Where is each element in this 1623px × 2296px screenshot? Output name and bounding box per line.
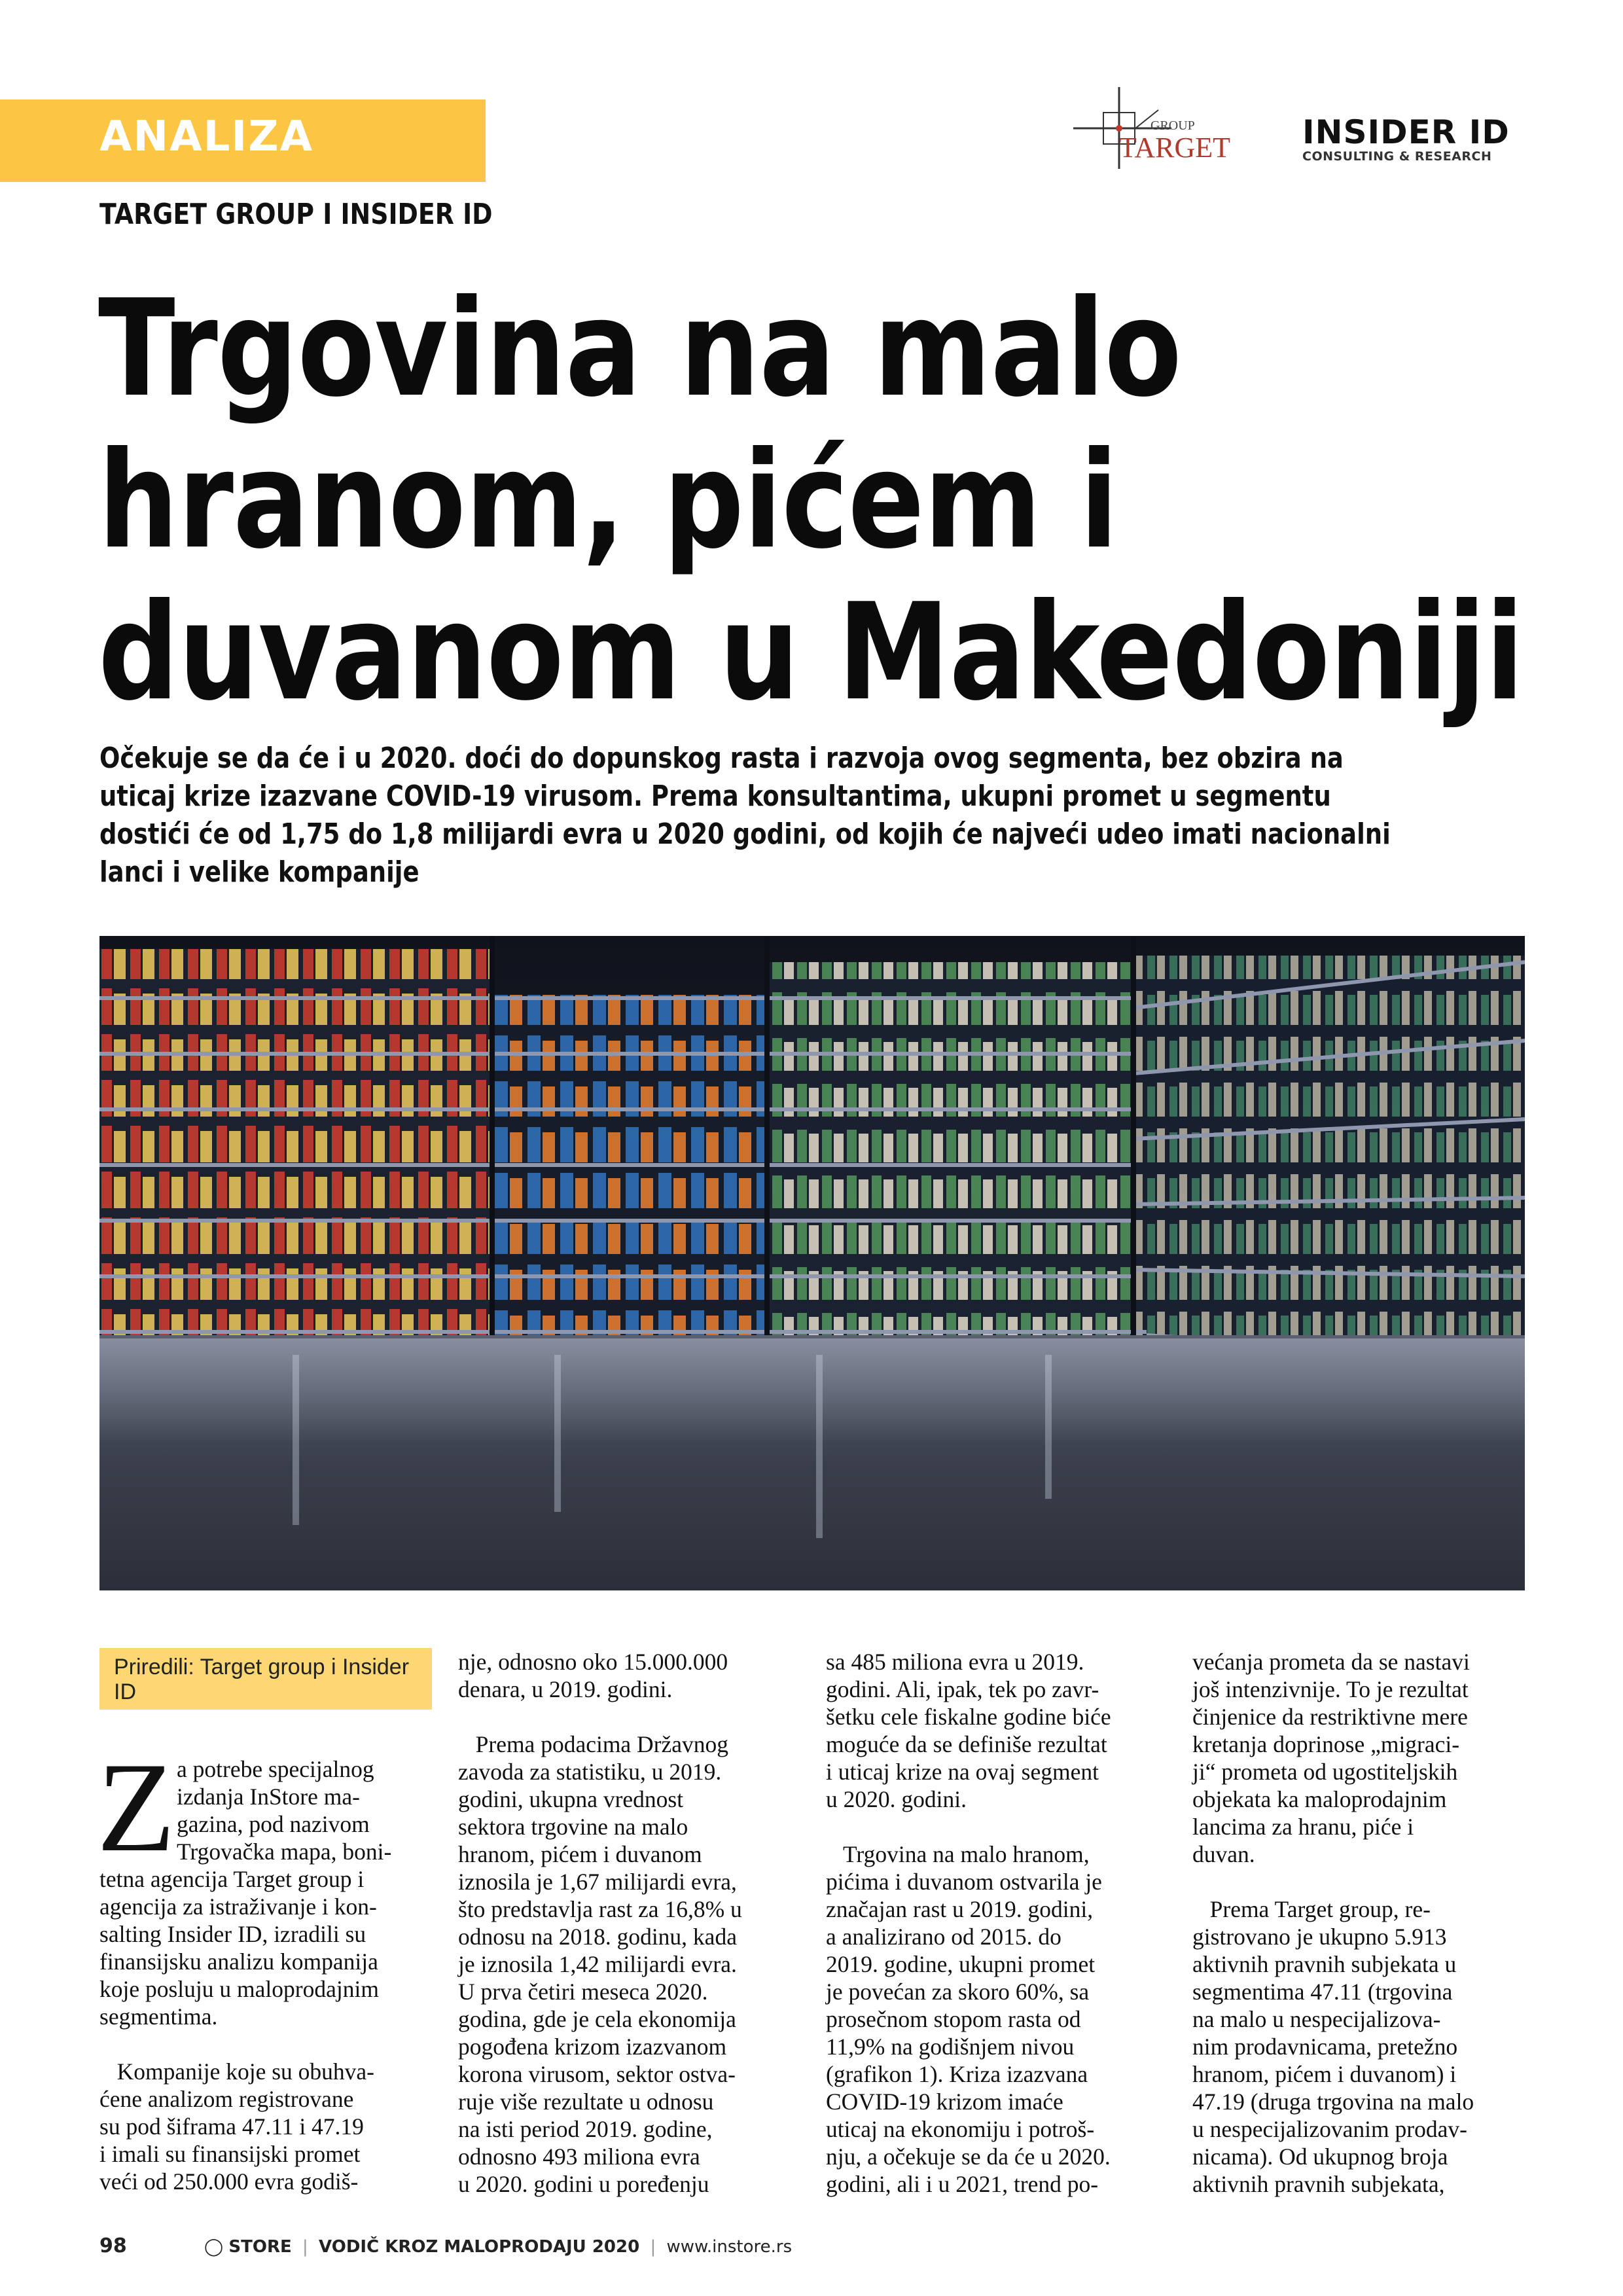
text-line: 11,9% na godišnjem nivou xyxy=(826,2034,1075,2060)
text-line: ćene analizom registrovane xyxy=(99,2086,354,2112)
target-group-big-text: TARGET xyxy=(1119,132,1231,164)
text-line: odnosno 493 miliona evra xyxy=(458,2144,700,2170)
text-line: a potrebe specijalnog xyxy=(177,1756,374,1782)
text-line xyxy=(826,1813,1111,1840)
credit-text: Priredili: Target group i Insider ID xyxy=(114,1655,410,1704)
text-line: još intenzivnije. To je rezultat xyxy=(1192,1676,1469,1702)
footer-separator: | xyxy=(302,2237,308,2257)
text-line: korona virusom, sektor ostva- xyxy=(458,2061,736,2087)
text-line: pićima i duvanom ostvarila je xyxy=(826,1869,1102,1895)
lead-line: lanci i velike kompanije xyxy=(99,855,419,889)
text-line: 47.19 (druga trgovina na malo xyxy=(1192,2089,1474,2115)
text-line: u 2020. godini. xyxy=(826,1786,967,1812)
lead-line: uticaj krize izazvane COVID-19 virusom. Prema konsultantima, ukupni promet u segmentu xyxy=(99,780,1331,813)
text-line: moguće da se definiše rezultat xyxy=(826,1731,1107,1757)
text-line: sa 485 miliona evra u 2019. xyxy=(826,1649,1084,1675)
text-line: godini. Ali, ipak, tek po zavr- xyxy=(826,1676,1099,1702)
instore-logo-icon: ◯ xyxy=(204,2237,224,2257)
text-line: 2019. godine, ukupni promet xyxy=(826,1951,1096,1977)
text-line: agencija za istraživanje i kon- xyxy=(99,1893,377,1920)
text-line: gistrovano je ukupno 5.913 xyxy=(1192,1924,1447,1950)
text-line xyxy=(99,2030,391,2058)
footer-url[interactable]: www.instore.rs xyxy=(666,2237,793,2257)
text-line: COVID-19 krizom imaće xyxy=(826,2089,1063,2115)
insider-id-logo xyxy=(1302,115,1525,168)
text-line: nju, a očekuje se da će u 2020. xyxy=(826,2144,1111,2170)
article-column-1 xyxy=(99,1755,391,2195)
target-group-logo xyxy=(1073,84,1250,175)
text-line: gazina, pod nazivom xyxy=(177,1811,370,1837)
article-lead xyxy=(99,740,1446,891)
text-line: veći od 250.000 evra godiš- xyxy=(99,2168,359,2195)
article-headline xyxy=(98,272,1524,730)
lead-line: dostići će od 1,75 do 1,8 milijardi evra u 2020 godini, od kojih će najveći udeo imati nacionalni xyxy=(99,817,1391,851)
text-line: značajan rast u 2019. godini, xyxy=(826,1896,1094,1922)
text-line: (grafikon 1). Kriza izazvana xyxy=(826,2061,1088,2087)
supermarket-aisle-illustration xyxy=(99,936,1525,1590)
text-line: Prema podacima Državnog xyxy=(458,1731,729,1757)
text-line: Kompanije koje su obuhva- xyxy=(99,2058,375,2085)
page-number: 98 xyxy=(99,2234,127,2257)
text-line: nje, odnosno oko 15.000.000 xyxy=(458,1649,728,1675)
text-line: tetna agencija Target group i xyxy=(99,1866,365,1892)
text-line: a analizirano od 2015. do xyxy=(826,1924,1061,1950)
text-line xyxy=(458,1703,742,1731)
text-line: je povećan za skoro 60%, sa xyxy=(826,1979,1090,2005)
text-line: salting Insider ID, izradili su xyxy=(99,1921,366,1947)
text-line xyxy=(1192,1868,1474,1895)
article-column-2 xyxy=(458,1648,742,2198)
text-line: hranom, pićem i duvanom xyxy=(458,1841,702,1867)
headline-line: Trgovina na malo xyxy=(98,272,1181,427)
text-line: godini, ukupna vrednost xyxy=(458,1786,684,1812)
target-group-logo-mark xyxy=(1073,84,1250,175)
text-line: na malo u nespecijalizova- xyxy=(1192,2006,1441,2032)
article-kicker: TARGET GROUP I INSIDER ID xyxy=(99,198,493,231)
text-line: činjenice da restriktivne mere xyxy=(1192,1704,1468,1730)
text-line: segmentima 47.11 (trgovina xyxy=(1192,1979,1453,2005)
article-column-4 xyxy=(1192,1648,1474,2198)
text-line: u nespecijalizovanim prodav- xyxy=(1192,2116,1467,2142)
text-line: i imali su finansijski promet xyxy=(99,2141,361,2167)
text-line: U prva četiri meseca 2020. xyxy=(458,1979,708,2005)
text-line: prosečnom stopom rasta od xyxy=(826,2006,1081,2032)
headline-line: hranom, pićem i xyxy=(98,423,1118,579)
footer-guide-title: VODIČ KROZ MALOPRODAJU 2020 xyxy=(319,2237,640,2257)
section-label: ANALIZA xyxy=(99,113,314,161)
text-line: iznosila je 1,67 milijardi evra, xyxy=(458,1869,737,1895)
text-line: većanja prometa da se nastavi xyxy=(1192,1649,1470,1675)
credit-box xyxy=(99,1648,432,1710)
text-line: u 2020. godini u poređenju xyxy=(458,2171,709,2197)
page-footer xyxy=(99,2234,792,2257)
headline-line: duvanom u Makedoniji xyxy=(98,575,1524,730)
text-line: nim prodavnicama, pretežno xyxy=(1192,2034,1458,2060)
text-line: je iznosila 1,42 milijardi evra. xyxy=(458,1951,737,1977)
drop-cap: Z xyxy=(97,1736,175,1878)
text-line: šetku cele fiskalne godine biće xyxy=(826,1704,1111,1730)
text-line: aktivnih pravnih subjekata, xyxy=(1192,2171,1445,2197)
text-line: objekata ka maloprodajnim xyxy=(1192,1786,1447,1812)
text-line: izdanja InStore ma- xyxy=(177,1784,360,1810)
text-line: segmentima. xyxy=(99,2003,218,2030)
text-line: finansijsku analizu kompanija xyxy=(99,1948,378,1975)
target-group-small-text: GROUP xyxy=(1150,118,1195,133)
text-line: godini, ali i u 2021, trend po- xyxy=(826,2171,1099,2197)
text-line: zavoda za statistiku, u 2019. xyxy=(458,1759,722,1785)
text-line: odnosu na 2018. godinu, kada xyxy=(458,1924,737,1950)
insider-id-logo-title: INSIDER ID xyxy=(1302,113,1510,151)
text-line: aktivnih pravnih subjekata u xyxy=(1192,1951,1457,1977)
text-line: na isti period 2019. godine, xyxy=(458,2116,713,2142)
article-column-3 xyxy=(826,1648,1111,2198)
text-line: godina, gde je cela ekonomija xyxy=(458,2006,736,2032)
text-line: ji“ prometa od ugostiteljskih xyxy=(1192,1759,1458,1785)
text-line: lancima za hranu, piće i xyxy=(1192,1814,1414,1840)
text-line: Prema Target group, re- xyxy=(1192,1896,1431,1922)
section-tab xyxy=(0,99,486,182)
text-line: nicama). Od ukupnog broja xyxy=(1192,2144,1448,2170)
text-line: Trgovina na malo hranom, xyxy=(826,1841,1090,1867)
text-line: duvan. xyxy=(1192,1841,1255,1867)
supermarket-aisle-photo xyxy=(99,936,1525,1590)
text-line: uticaj na ekonomiju i potroš- xyxy=(826,2116,1095,2142)
text-line: hranom, pićem i duvanom) i xyxy=(1192,2061,1457,2087)
text-line: ruje više rezultate u odnosu xyxy=(458,2089,714,2115)
text-line: i uticaj krize na ovaj segment xyxy=(826,1759,1099,1785)
text-line: pogođena krizom izazvanom xyxy=(458,2034,727,2060)
text-line: koje posluju u maloprodajnim xyxy=(99,1976,379,2002)
text-line: denara, u 2019. godini. xyxy=(458,1676,673,1702)
footer-store: STORE xyxy=(228,2237,292,2257)
text-line: su pod šiframa 47.11 i 47.19 xyxy=(99,2113,364,2140)
text-line: Trgovačka mapa, boni- xyxy=(177,1839,392,1865)
text-line: kretanja doprinose „migraci- xyxy=(1192,1731,1460,1757)
footer-separator: | xyxy=(650,2237,656,2257)
lead-line: Očekuje se da će i u 2020. doći do dopunskog rasta i razvoja ovog segmenta, bez obzira na xyxy=(99,742,1344,775)
text-line: sektora trgovine na malo xyxy=(458,1814,688,1840)
insider-id-logo-subtitle: CONSULTING & RESEARCH xyxy=(1302,149,1492,164)
text-line: što predstavlja rast za 16,8% u xyxy=(458,1896,742,1922)
